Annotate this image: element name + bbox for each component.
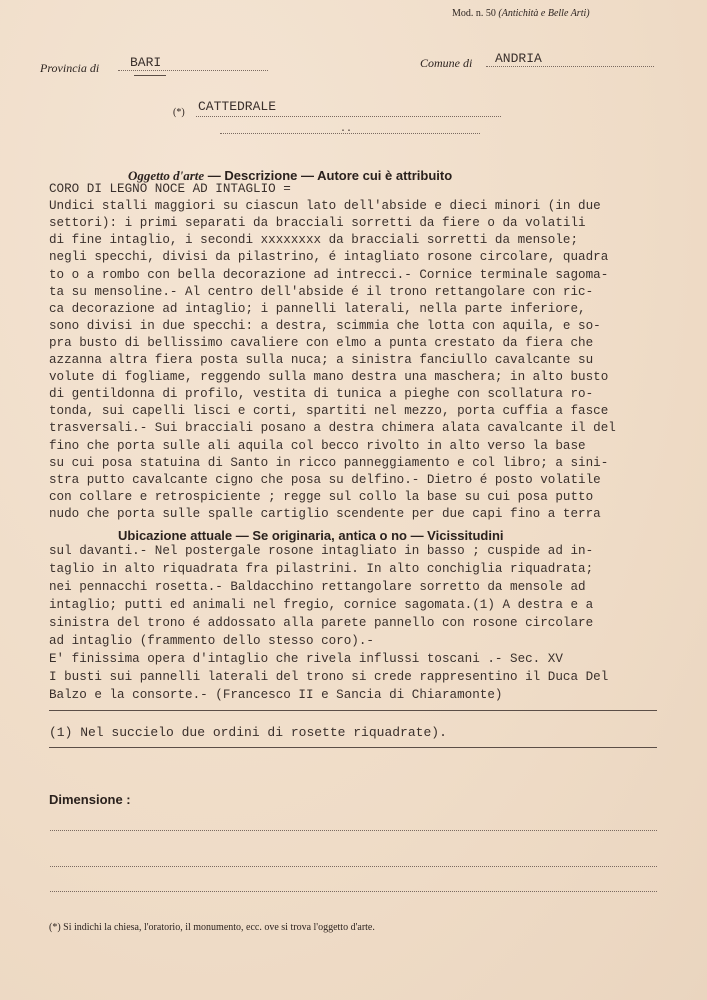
description-line: stra putto cavalcante cigno che posa su delfino.- Dietro é posto volatile [49,472,601,487]
description-line: nudo che porta sulle spalle cartiglio scendente per due capi fino a terra [49,506,601,521]
description-line: to o a rombo con bella decorazione ad intrecci.- Cornice terminale sagoma- [49,267,609,282]
description-line: tonda, sui capelli lisci e corti, spartiti nel mezzo, porta cuffia a fasce [49,404,609,419]
description-line: fino che porta sulle ali aquila col becco rivolto in alto verso la base [49,438,586,453]
ubicazione-line: intaglio; putti ed animali nel fregio, cornice sagomata.(1) A destra e a [49,598,594,612]
description-line: di fine intaglio, i secondi xxxxxxxx da bracciali sorretti da mensole; [49,233,579,248]
footnote-text: (1) Nel succielo due ordini di rosette riquadrate). [49,725,447,740]
dimensione-line-2 [50,866,657,867]
description-line: volute di fogliame, reggendo sulla mano destra una maschera; in alto busto [49,370,609,385]
description-line: sono divisi in due specchi: a destra, scimmia che lotta con aquila, e so- [49,318,601,333]
ubicazione-line: sinistra del trono é addossato alla parete pannello con rosone circolare [49,616,594,630]
provincia-value: BARI [130,55,162,70]
provincia-mark [134,75,166,76]
comune-label: Comune di [420,56,473,70]
description-line: su cui posa statuina di Santo in ricco panneggiamento e col libro; a sini- [49,455,609,470]
ubicazione-line: sul davanti.- Nel postergale rosone intagliato in basso ; cuspide ad in- [49,544,594,558]
description-line: ta su mensoline.- Al centro dell'abside é il trono rettangolare con ric- [49,284,594,299]
description-line: trasversali.- Sui bracciali posano a destra chimera alata cavalcante il del [49,421,616,436]
dimensione-line-3 [50,891,657,892]
footnote-line-top [49,710,657,711]
comune-underline [486,66,654,67]
dimensione-line-1 [50,830,657,831]
ubicazione-line: ad intaglio (frammento dello stesso coro).- [49,634,374,648]
ubicazione-line: E' finissima opera d'intaglio che rivela influssi toscani .- Sec. XV [49,652,563,666]
description-line: ca decorazione ad intaglio; i pannelli laterali, nella parte inferiore, [49,301,586,316]
footnote-line-bottom [49,747,657,748]
chiesa-marker: (*) [173,107,185,118]
description-line: pra busto di bellissimo cavaliere con elmo a punta crestato da fiera che [49,335,594,350]
section-oggetto-heading: Oggetto d'arte — Descrizione — Autore cui è attribuito [128,168,453,183]
footer-note: (*) Si indichi la chiesa, l'oratorio, il monumento, ecc. ove si trova l'oggetto d'arte. [49,922,375,933]
provincia-underline [118,70,268,71]
ubicazione-line: nei pennacchi rosetta.- Baldacchino rettangolare sorretto da mensole ad [49,580,586,594]
description-line: CORO DI LEGNO NOCE AD INTAGLIO = [49,182,291,196]
description-line: con collare e retrospiciente ; regge sul collo la base su cui posa putto [49,489,594,504]
chiesa-dots: .. [340,124,353,135]
section-ubicazione-heading: Ubicazione attuale — Se originaria, antica o no — Vicissitudini [118,528,504,543]
description-line: azzanna altra fiera posta sulla nuca; a sinistra fanciullo cavalcante su [49,353,594,367]
chiesa-underline [196,116,501,117]
ubicazione-line: Balzo e la consorte.- (Francesco II e Sancia di Chiaramonte) [49,688,503,702]
description-line: Undici stalli maggiori su ciascun lato dell'abside e dieci minori (in due [49,199,601,214]
ubicazione-line: taglio in alto riquadrata fra pilastrini. In alto conchiglia riquadrata; [49,562,594,576]
ubicazione-line: I busti sui pannelli laterali del trono si crede rappresentino il Duca Del [49,670,609,684]
description-line: settori): i primi separati da bracciali sorretti da fiere o da volatili [49,216,586,231]
comune-value: ANDRIA [495,51,542,66]
provincia-label: Provincia di [40,61,100,75]
description-line: di gentildonna di profilo, vestita di tunica a pieghe con scollatura ro- [49,387,594,402]
description-line: negli specchi, divisi da pilastrino, é intagliato rosone circolare, quadra [49,250,609,265]
chiesa-value: CATTEDRALE [198,99,277,114]
form-model-code: Mod. n. 50 (Antichità e Belle Arti) [452,8,590,19]
dimensione-label: Dimensione : [49,792,131,807]
